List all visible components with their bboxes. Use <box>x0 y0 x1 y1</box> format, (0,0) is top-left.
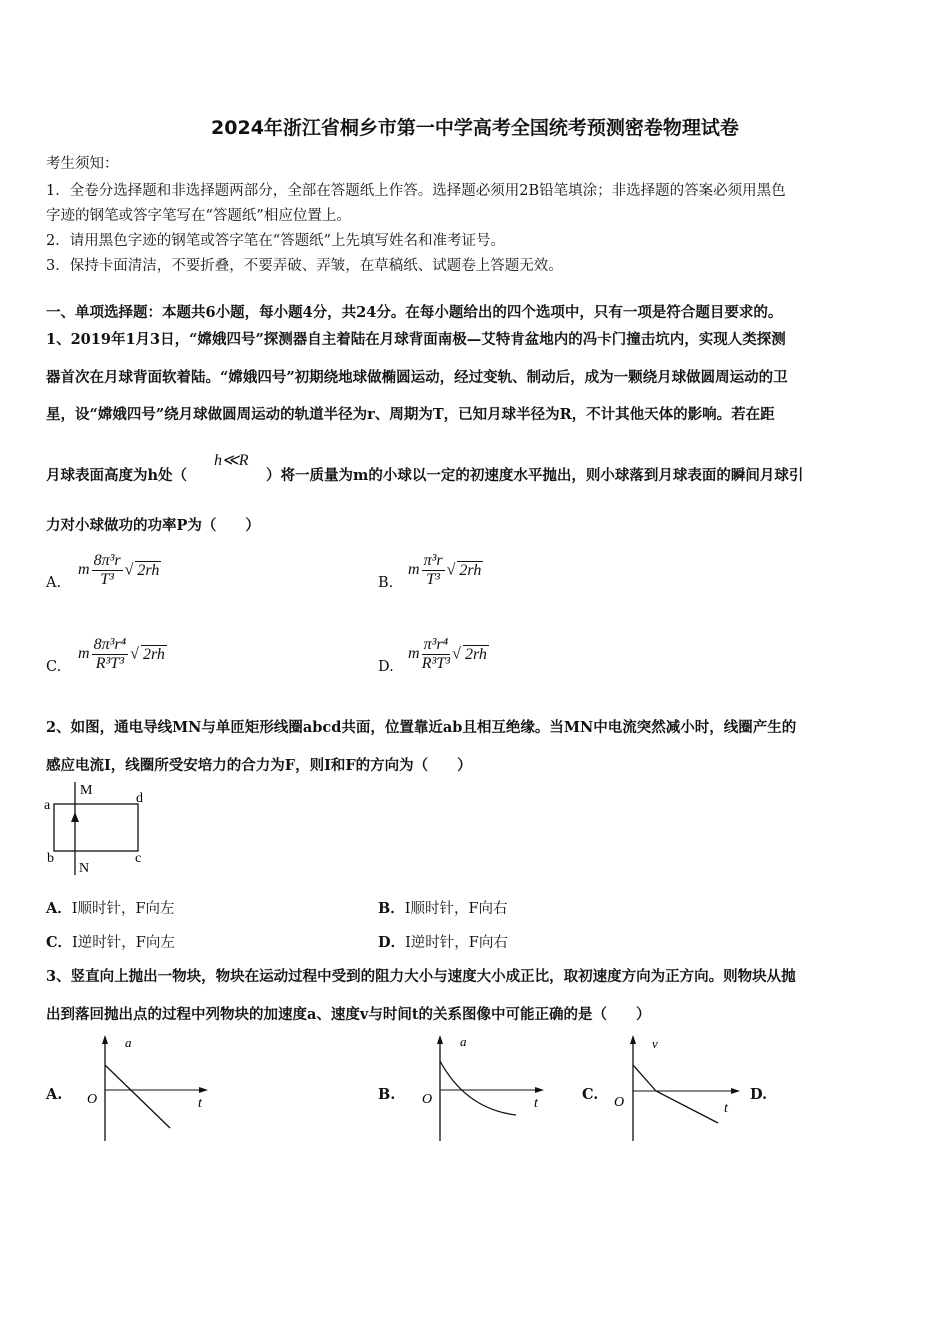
label-n: N <box>79 861 90 876</box>
q3-graph-c <box>610 1033 745 1145</box>
x-axis-arrow-icon <box>535 1087 544 1093</box>
notice-item: 1．全卷分选择题和非选择题两部分，全部在答题纸上作答。选择题必须用2B铅笔填涂；非选择题的答案必须用黑色 <box>46 183 786 199</box>
q1-option-d-formula: m $\frac{\text{π³r⁴}}{\text{R³T³}}$ √ 2rh <box>408 636 487 672</box>
sqrt-radicand: 2rh <box>459 562 482 579</box>
q2-option-a <box>46 897 175 918</box>
q2-coil-diagram <box>40 780 150 880</box>
fraction-denominator: R³T³ <box>421 655 450 672</box>
q1-text: 月球表面高度为h处（ <box>46 467 188 484</box>
origin-label: O <box>422 1092 433 1107</box>
fraction-denominator: R³T³ <box>95 655 124 672</box>
option-text: I逆时针，F向右 <box>405 935 508 951</box>
y-label: a <box>460 1034 467 1049</box>
q1-text: 星，设“嫦娥四号”绕月球做圆周运动的轨道半径为r、周期为T，已知月球半径为R，不计其他天体的影响。若在距 <box>46 406 775 423</box>
fraction-numerator: π³r⁴ <box>423 636 449 653</box>
mass-symbol: m <box>408 645 420 663</box>
y-axis-arrow-icon <box>630 1035 636 1044</box>
q3-option-b-label: B. <box>378 1086 396 1103</box>
fraction-numerator: π³r <box>423 552 443 569</box>
q1-option-c-formula: m $\frac{\text{8π³r⁴}}{\text{R³T³}}$ √ 2rh <box>78 636 165 672</box>
option-text: I逆时针，F向左 <box>72 935 175 951</box>
coil-rectangle <box>54 804 138 851</box>
q2-text: 2、如图，通电导线MN与单匝矩形线圈abcd共面，位置靠近ab且相互绝缘。当MN中电流突然减小时，线圈产生的 <box>46 719 797 736</box>
notice-item: 3．保持卡面清洁，不要折叠，不要弄破、弄皱，在草稿纸、试题卷上答题无效。 <box>46 258 563 274</box>
notice-item: 2．请用黑色字迹的钢笔或答字笔在“答题纸”上先填写姓名和准考证号。 <box>46 233 506 249</box>
label-c: c <box>135 851 142 866</box>
q1-option-c-label: C. <box>46 659 62 675</box>
q1-text: 力对小球做功的功率P为（ ） <box>46 517 260 534</box>
q1-option-a-formula: m $\frac{\text{8π³r}}{\text{T³}}$ √ 2rh <box>78 552 160 588</box>
x-axis-arrow-icon <box>731 1088 740 1094</box>
current-arrow-icon <box>71 812 79 822</box>
sqrt-radicand: 2rh <box>142 646 165 663</box>
q3-option-c-label: C. <box>582 1086 599 1103</box>
label-a: a <box>44 798 51 813</box>
label-m: M <box>80 783 93 798</box>
option-text: I顺时针，F向左 <box>71 901 175 917</box>
sqrt-radicand: 2rh <box>137 562 160 579</box>
notice-heading: 考生须知： <box>46 156 119 172</box>
q1-option-b-label: B. <box>378 575 394 591</box>
q1-condition: h≪R <box>214 452 249 469</box>
q2-text: 感应电流I，线圈所受安培力的合力为F，则I和F的方向为（ ） <box>46 757 472 774</box>
x-label: t <box>534 1096 538 1111</box>
y-axis-arrow-icon <box>437 1035 443 1044</box>
y-label: a <box>125 1035 132 1050</box>
x-axis-arrow-icon <box>199 1087 208 1093</box>
q3-text: 3、竖直向上抛出一物块，物块在运动过程中受到的阻力大小与速度大小成正比，取初速度方向为正方向。则物块从抛 <box>46 968 796 985</box>
q2-option-b <box>378 897 508 918</box>
q1-text: 器首次在月球背面软着陆。“嫦娥四号”初期绕地球做椭圆运动，经过变轨、制动后，成为一颗绕月球做圆周运动的卫 <box>46 369 788 386</box>
option-label: B． <box>378 900 405 917</box>
notice-item: 字迹的钢笔或答字笔写在“答题纸”相应位置上。 <box>46 208 351 224</box>
mass-symbol: m <box>78 561 90 579</box>
x-label: t <box>724 1101 728 1116</box>
option-label: A． <box>46 900 72 917</box>
label-b: b <box>47 851 54 866</box>
q1-text: ）将一质量为m的小球以一定的初速度水平抛出，则小球落到月球表面的瞬间月球引 <box>266 467 804 484</box>
q3-option-a-label: A. <box>46 1086 63 1103</box>
y-axis-arrow-icon <box>102 1035 108 1044</box>
x-label: t <box>198 1096 202 1111</box>
q2-option-c <box>46 931 175 952</box>
q1-option-d-label: D. <box>378 659 394 675</box>
q3-graph-b <box>418 1033 548 1145</box>
q3-graph-a <box>82 1033 212 1145</box>
option-label: D． <box>378 934 406 951</box>
option-label: C． <box>46 934 73 951</box>
q1-text: 1、2019年1月3日，“嫦娥四号”探测器自主着陆在月球背面南极—艾特肯盆地内的冯卡门撞击坑内，实现人类探测 <box>46 331 786 348</box>
fraction-numerator: 8π³r <box>93 552 121 569</box>
q1-option-b-formula: m $\frac{\text{π³r}}{\text{T³}}$ √ 2rh <box>408 552 482 588</box>
sqrt-radicand: 2rh <box>464 646 487 663</box>
origin-label: O <box>614 1095 625 1110</box>
q2-option-d <box>378 931 508 952</box>
y-label: v <box>652 1036 658 1051</box>
option-text: I顺时针，F向右 <box>404 901 508 917</box>
q3-text: 出到落回抛出点的过程中列物块的加速度a、速度v与时间t的关系图像中可能正确的是（ ） <box>46 1006 651 1023</box>
page-title: 2024年浙江省桐乡市第一中学高考全国统考预测密卷物理试卷 <box>211 117 739 139</box>
mass-symbol: m <box>78 645 90 663</box>
fraction-denominator: T³ <box>426 571 440 588</box>
graph-line <box>105 1065 170 1128</box>
section-heading: 一、单项选择题：本题共6小题，每小题4分，共24分。在每小题给出的四个选项中，只有一项是符合题目要求的。 <box>46 304 783 321</box>
q3-option-d-label: D. <box>750 1086 768 1103</box>
mass-symbol: m <box>408 561 420 579</box>
fraction-numerator: 8π³r⁴ <box>93 636 127 653</box>
graph-curve <box>440 1061 516 1115</box>
fraction-denominator: T³ <box>100 571 114 588</box>
graph-line <box>633 1065 718 1123</box>
label-d: d <box>136 791 143 806</box>
origin-label: O <box>87 1092 98 1107</box>
q1-option-a-label: A. <box>46 575 62 591</box>
